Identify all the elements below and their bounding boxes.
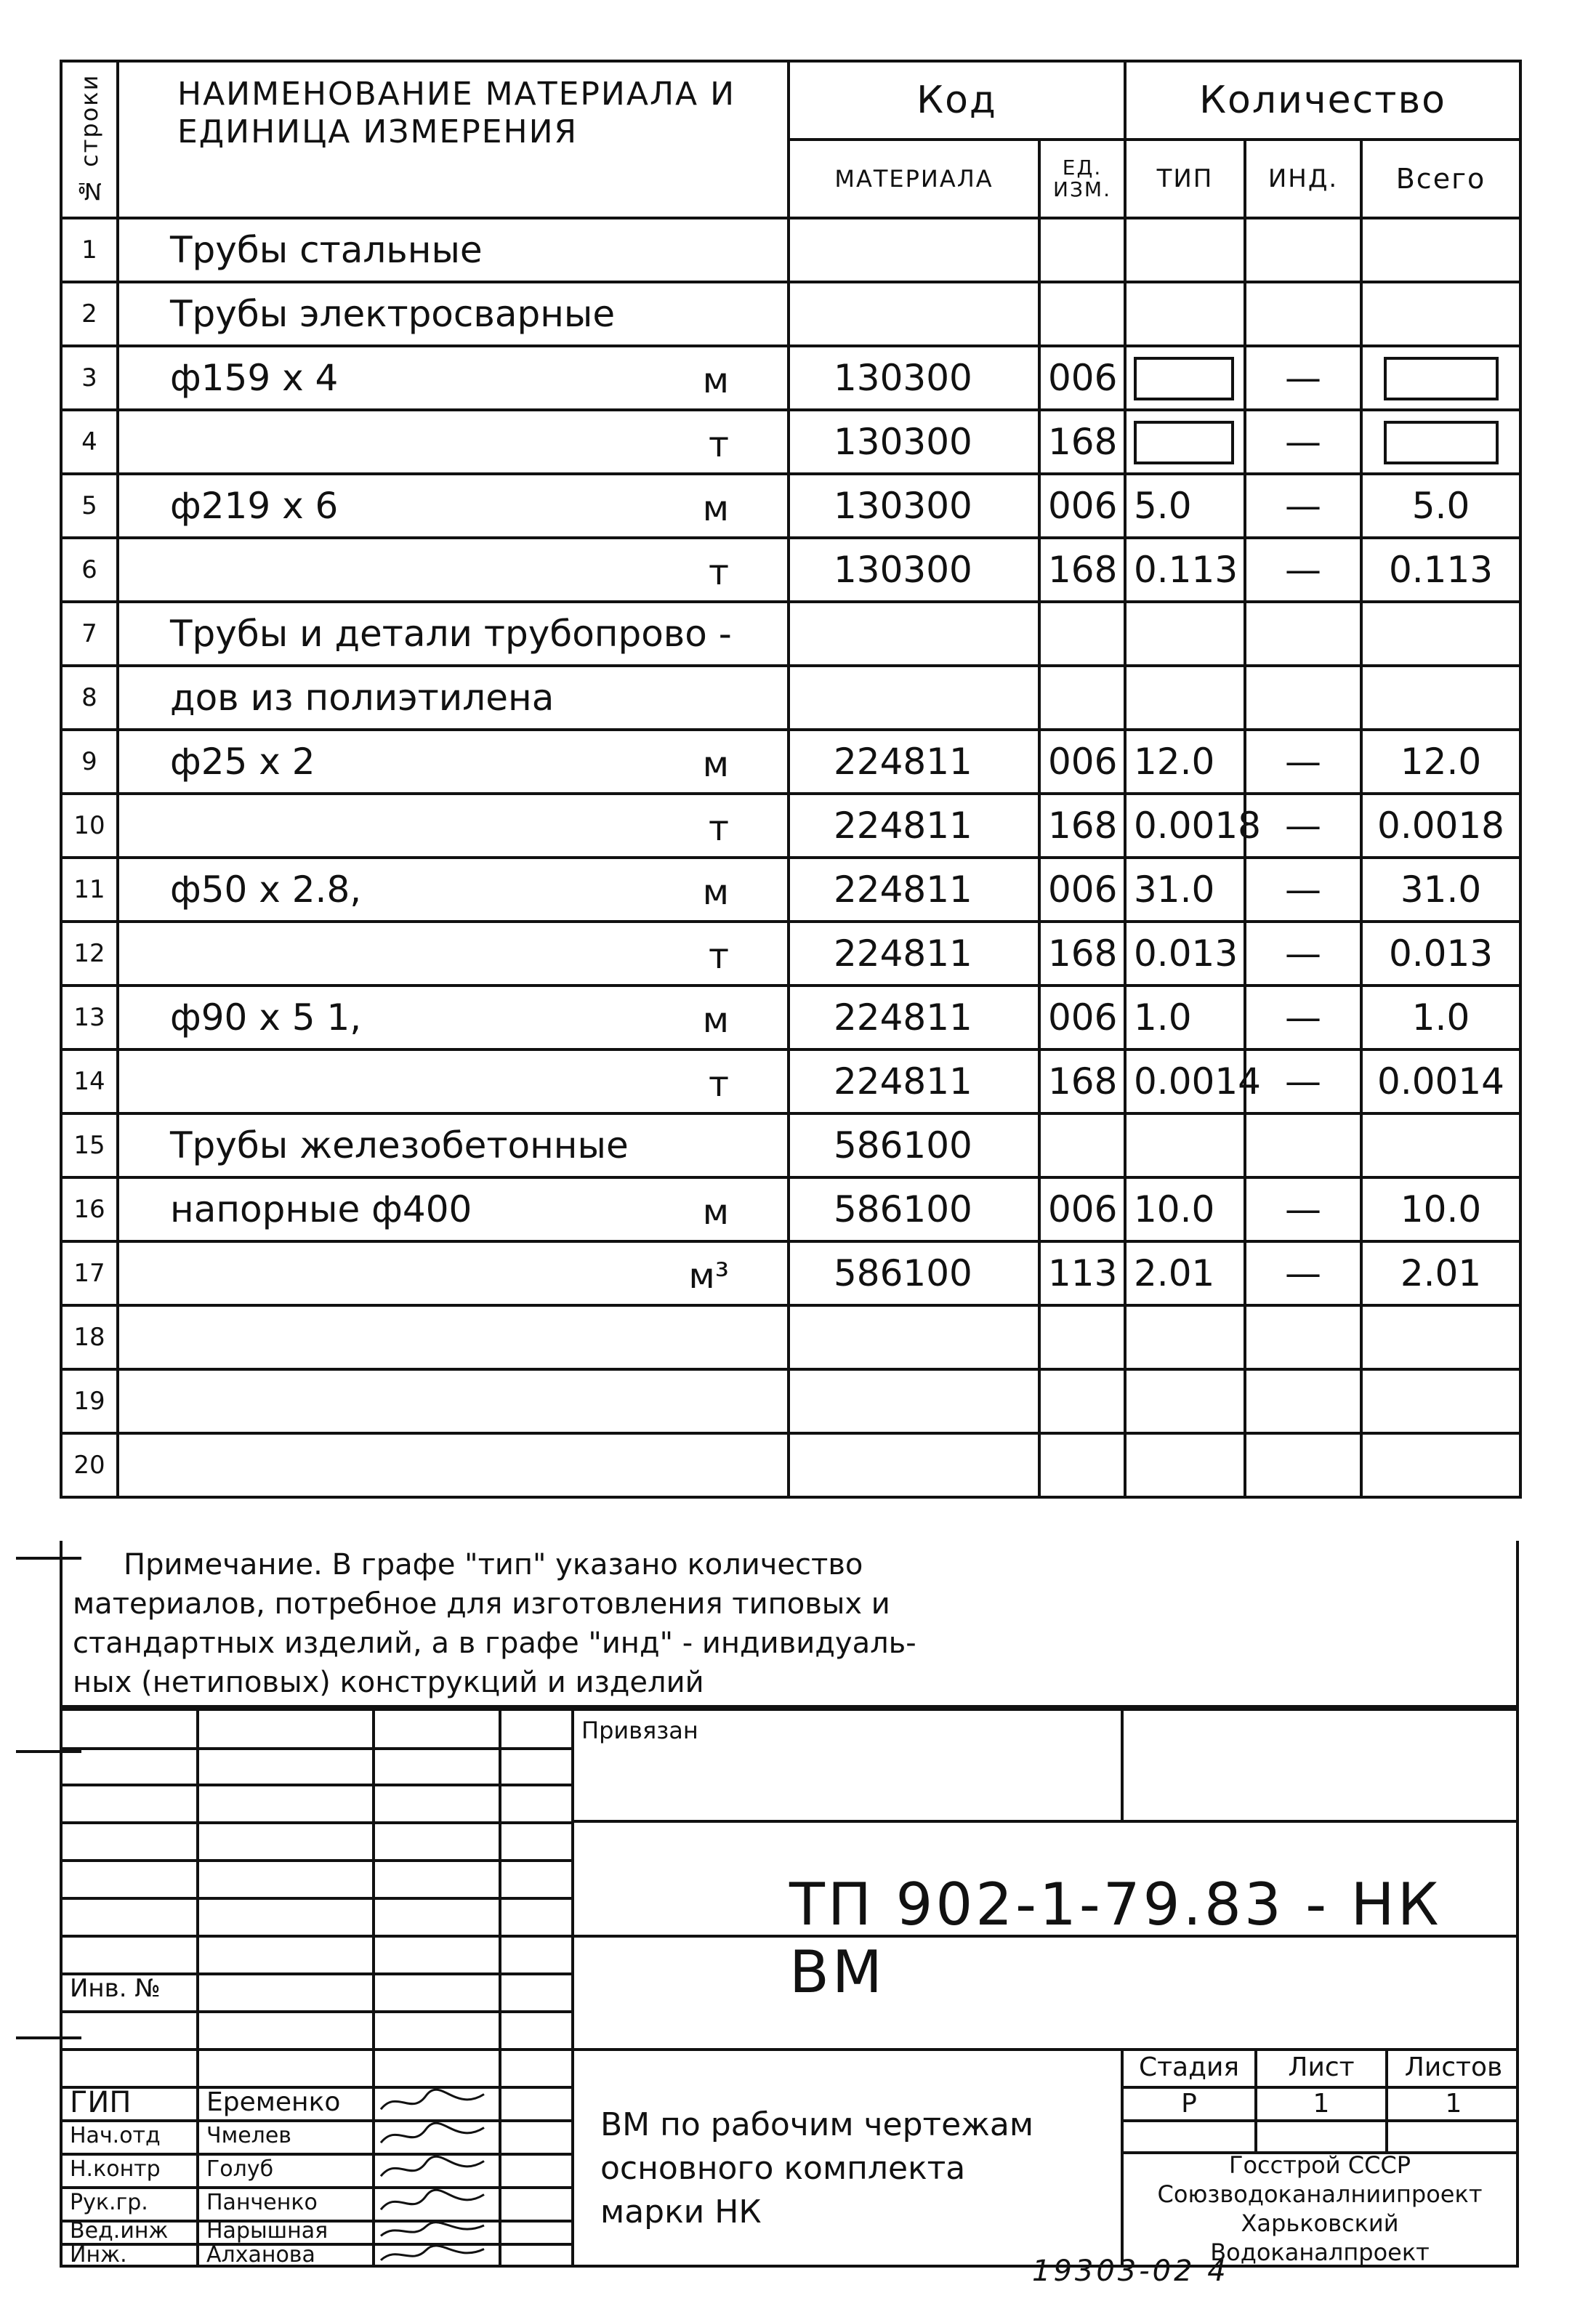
quantity-ind: — xyxy=(1245,1049,1361,1113)
table-row xyxy=(61,858,1520,922)
privyazan-label: Привязан xyxy=(581,1717,698,1744)
quantity-total xyxy=(1361,1433,1520,1497)
quantity-total: 10.0 xyxy=(1361,1177,1520,1241)
quantity-total xyxy=(1361,282,1520,346)
material-name xyxy=(118,474,789,538)
unit-name: т xyxy=(709,552,729,593)
unit-name: м³ xyxy=(688,1256,729,1297)
row-number: 2 xyxy=(61,282,118,346)
material-code: 130300 xyxy=(789,538,1039,602)
quantity-ind: — xyxy=(1245,730,1361,794)
quantity-total xyxy=(1361,1305,1520,1369)
material-name-text xyxy=(126,1380,170,1422)
quantity-type: 0.0018 xyxy=(1125,794,1245,858)
header-code: Код xyxy=(789,61,1125,140)
material-code xyxy=(789,1433,1039,1497)
material-name-text: Трубы железобетонные xyxy=(170,1124,629,1166)
material-code xyxy=(789,1369,1039,1433)
material-code: 130300 xyxy=(789,346,1039,410)
unit-name: м xyxy=(702,360,729,401)
row-number: 10 xyxy=(61,794,118,858)
material-name xyxy=(118,602,789,666)
material-code: 586100 xyxy=(789,1113,1039,1177)
quantity-type xyxy=(1125,1305,1245,1369)
material-name xyxy=(118,282,789,346)
quantity-ind xyxy=(1245,218,1361,282)
unit-name: м xyxy=(702,1192,729,1233)
quantity-ind: — xyxy=(1245,986,1361,1049)
unit-code: 168 xyxy=(1039,410,1125,474)
unit-code: 006 xyxy=(1039,986,1125,1049)
header-ind: ИНД. xyxy=(1245,140,1361,218)
unit-code: 168 xyxy=(1039,538,1125,602)
row-number: 8 xyxy=(61,666,118,730)
stage-value: Р xyxy=(1181,2089,1197,2119)
unit-code: 006 xyxy=(1039,474,1125,538)
header-name: НАИМЕНОВАНИЕ МАТЕРИАЛА И ЕДИНИЦА ИЗМЕРЕНИЯ xyxy=(118,61,789,218)
material-code xyxy=(789,602,1039,666)
unit-name: м xyxy=(702,488,729,529)
empty-value-box xyxy=(1134,421,1234,464)
staff-role: Вед.инж xyxy=(70,2218,169,2244)
material-name xyxy=(118,346,789,410)
document-name-line: основного комплекта xyxy=(600,2150,966,2187)
quantity-total: 12.0 xyxy=(1361,730,1520,794)
table-row xyxy=(61,730,1520,794)
quantity-ind: — xyxy=(1245,1241,1361,1305)
material-name xyxy=(118,730,789,794)
quantity-total xyxy=(1361,410,1520,474)
quantity-type: 0.013 xyxy=(1125,922,1245,986)
quantity-type: 12.0 xyxy=(1125,730,1245,794)
margin-tick xyxy=(16,1557,81,1560)
material-code: 224811 xyxy=(789,1049,1039,1113)
quantity-ind: — xyxy=(1245,794,1361,858)
row-number: 1 xyxy=(61,218,118,282)
unit-code: 006 xyxy=(1039,1177,1125,1241)
unit-name: т xyxy=(709,1064,729,1105)
staff-role: ГИП xyxy=(70,2086,132,2119)
unit-name: т xyxy=(709,936,729,977)
signature xyxy=(375,2220,499,2243)
table-row xyxy=(61,474,1520,538)
note-line: ных (нетиповых) конструкций и изделий xyxy=(73,1666,704,1699)
table-row xyxy=(61,1113,1520,1177)
quantity-total xyxy=(1361,346,1520,410)
quantity-ind: — xyxy=(1245,346,1361,410)
material-name-text: ф25 х 2 xyxy=(170,741,315,783)
row-number: 11 xyxy=(61,858,118,922)
table-row xyxy=(61,1177,1520,1241)
document-name-line: ВМ по рабочим чертежам xyxy=(600,2106,1034,2143)
signature xyxy=(375,2186,499,2220)
quantity-ind xyxy=(1245,602,1361,666)
staff-name: Алханова xyxy=(206,2242,315,2268)
quantity-type: 10.0 xyxy=(1125,1177,1245,1241)
sheet-value: 1 xyxy=(1313,2089,1330,2119)
material-name xyxy=(118,1433,789,1497)
material-name xyxy=(118,1049,789,1113)
row-number: 9 xyxy=(61,730,118,794)
row-number: 18 xyxy=(61,1305,118,1369)
material-code xyxy=(789,1305,1039,1369)
empty-value-box xyxy=(1134,357,1234,400)
row-number: 14 xyxy=(61,1049,118,1113)
document-name-line: марки НК xyxy=(600,2193,762,2231)
material-name xyxy=(118,1241,789,1305)
document-name xyxy=(600,2103,1033,2234)
staff-role: Н.контр xyxy=(70,2156,161,2182)
table-body xyxy=(61,218,1520,1497)
material-name-text xyxy=(126,932,170,975)
material-name xyxy=(118,986,789,1049)
material-name-text: ф159 х 4 xyxy=(170,357,339,399)
material-name xyxy=(118,922,789,986)
quantity-ind: — xyxy=(1245,1177,1361,1241)
unit-code xyxy=(1039,1433,1125,1497)
unit-code xyxy=(1039,218,1125,282)
margin-tick xyxy=(16,1750,81,1753)
material-code: 224811 xyxy=(789,986,1039,1049)
note-block xyxy=(60,1541,1519,1708)
header-total: Всего xyxy=(1361,140,1520,218)
quantity-type xyxy=(1125,666,1245,730)
material-name-text: дов из полиэтилена xyxy=(170,677,555,719)
material-name-text: ф219 х 6 xyxy=(170,485,339,527)
material-name-text: ф90 х 5 1, xyxy=(170,996,362,1039)
stage-label: Стадия xyxy=(1138,2052,1240,2082)
row-number: 6 xyxy=(61,538,118,602)
drawing-sheet xyxy=(60,60,1519,2268)
row-number: 13 xyxy=(61,986,118,1049)
quantity-type: 1.0 xyxy=(1125,986,1245,1049)
quantity-ind: — xyxy=(1245,922,1361,986)
unit-code xyxy=(1039,666,1125,730)
material-code: 224811 xyxy=(789,922,1039,986)
quantity-total xyxy=(1361,666,1520,730)
table-row xyxy=(61,346,1520,410)
material-code: 130300 xyxy=(789,410,1039,474)
unit-code xyxy=(1039,602,1125,666)
staff-name: Еременко xyxy=(206,2087,341,2117)
quantity-ind: — xyxy=(1245,410,1361,474)
organization-line: Харьковский xyxy=(1241,2209,1399,2237)
quantity-ind: — xyxy=(1245,858,1361,922)
unit-code xyxy=(1039,1369,1125,1433)
row-number: 4 xyxy=(61,410,118,474)
unit-code: 168 xyxy=(1039,922,1125,986)
unit-name: м xyxy=(702,872,729,913)
staff-role: Нач.отд xyxy=(70,2123,161,2148)
sheets-label: Листов xyxy=(1404,2052,1503,2082)
unit-code: 006 xyxy=(1039,858,1125,922)
organization-block xyxy=(1124,2151,1516,2267)
row-number: 12 xyxy=(61,922,118,986)
table-row xyxy=(61,922,1520,986)
title-block xyxy=(60,1708,1519,2268)
note-line: материалов, потребное для изготовления типовых и xyxy=(73,1587,890,1621)
unit-code xyxy=(1039,282,1125,346)
material-name-text xyxy=(126,1060,170,1103)
table-row xyxy=(61,282,1520,346)
material-name xyxy=(118,858,789,922)
material-name-text xyxy=(126,1444,170,1486)
quantity-total: 0.0018 xyxy=(1361,794,1520,858)
staff-role: Рук.гр. xyxy=(70,2190,148,2215)
quantity-type: 5.0 xyxy=(1125,474,1245,538)
material-code: 130300 xyxy=(789,474,1039,538)
row-number: 5 xyxy=(61,474,118,538)
material-name xyxy=(118,1113,789,1177)
staff-name: Нарышная xyxy=(206,2218,329,2244)
quantity-ind: — xyxy=(1245,538,1361,602)
material-name-text: Трубы и детали трубопрово - xyxy=(170,613,732,655)
signature xyxy=(375,2243,499,2268)
signature xyxy=(375,2153,499,2186)
inventory-number-label: Инв. № xyxy=(70,1974,161,2003)
material-name xyxy=(118,218,789,282)
unit-name: т xyxy=(709,424,729,465)
row-number: 16 xyxy=(61,1177,118,1241)
material-name xyxy=(118,1369,789,1433)
empty-value-box xyxy=(1384,357,1499,400)
unit-code xyxy=(1039,1305,1125,1369)
quantity-type xyxy=(1125,1433,1245,1497)
header-code-material: МАТЕРИАЛА xyxy=(789,140,1039,218)
row-number: 19 xyxy=(61,1369,118,1433)
header-quantity: Количество xyxy=(1125,61,1520,140)
table-row xyxy=(61,1369,1520,1433)
quantity-total xyxy=(1361,218,1520,282)
materials-table xyxy=(60,60,1522,1499)
row-number: 15 xyxy=(61,1113,118,1177)
margin-tick xyxy=(16,2036,81,2039)
note-line: стандартных изделий, а в графе "инд" - индивидуаль- xyxy=(73,1627,916,1660)
organization-line: Водоканалпроект xyxy=(1210,2238,1430,2266)
table-row xyxy=(61,666,1520,730)
unit-code xyxy=(1039,1113,1125,1177)
archive-number: 19303-02 4 xyxy=(1032,2254,1229,2288)
quantity-ind xyxy=(1245,282,1361,346)
staff-name: Голуб xyxy=(206,2156,274,2182)
organization-line: Союзводоканалниипроект xyxy=(1157,2180,1483,2208)
quantity-total xyxy=(1361,1113,1520,1177)
unit-code: 006 xyxy=(1039,730,1125,794)
quantity-total: 0.113 xyxy=(1361,538,1520,602)
header-code-unit: ЕД. ИЗМ. xyxy=(1039,140,1125,218)
material-code: 224811 xyxy=(789,858,1039,922)
quantity-total: 31.0 xyxy=(1361,858,1520,922)
quantity-type xyxy=(1125,410,1245,474)
row-number: 20 xyxy=(61,1433,118,1497)
material-name-text: напорные ф400 xyxy=(170,1188,472,1230)
table-row xyxy=(61,1305,1520,1369)
quantity-total: 1.0 xyxy=(1361,986,1520,1049)
quantity-ind xyxy=(1245,1433,1361,1497)
quantity-ind xyxy=(1245,666,1361,730)
unit-code: 113 xyxy=(1039,1241,1125,1305)
staff-role: Инж. xyxy=(70,2242,127,2268)
material-code xyxy=(789,218,1039,282)
material-code xyxy=(789,282,1039,346)
material-name xyxy=(118,1177,789,1241)
quantity-ind xyxy=(1245,1369,1361,1433)
material-name xyxy=(118,794,789,858)
table-row xyxy=(61,794,1520,858)
unit-code: 006 xyxy=(1039,346,1125,410)
material-name-text xyxy=(126,549,170,591)
material-name-text xyxy=(126,1252,170,1294)
unit-name: т xyxy=(709,808,729,849)
material-name xyxy=(118,538,789,602)
quantity-total xyxy=(1361,602,1520,666)
sheet-label: Лист xyxy=(1288,2052,1355,2082)
quantity-total: 2.01 xyxy=(1361,1241,1520,1305)
material-name-text: ф50 х 2.8, xyxy=(170,869,362,911)
quantity-type: 2.01 xyxy=(1125,1241,1245,1305)
material-name-text: Трубы электросварные xyxy=(170,293,616,335)
quantity-ind: — xyxy=(1245,474,1361,538)
unit-code: 168 xyxy=(1039,794,1125,858)
material-name-text xyxy=(126,805,170,847)
quantity-total: 5.0 xyxy=(1361,474,1520,538)
table-row xyxy=(61,410,1520,474)
quantity-type xyxy=(1125,282,1245,346)
quantity-total: 0.013 xyxy=(1361,922,1520,986)
unit-code: 168 xyxy=(1039,1049,1125,1113)
material-code: 586100 xyxy=(789,1177,1039,1241)
quantity-ind xyxy=(1245,1113,1361,1177)
sheets-value: 1 xyxy=(1445,2089,1462,2119)
table-row xyxy=(61,538,1520,602)
table-row xyxy=(61,1049,1520,1113)
unit-name: м xyxy=(702,1000,729,1041)
row-number: 3 xyxy=(61,346,118,410)
quantity-type xyxy=(1125,346,1245,410)
material-name xyxy=(118,410,789,474)
staff-name: Чмелев xyxy=(206,2123,291,2148)
signature xyxy=(375,2086,499,2119)
quantity-type xyxy=(1125,218,1245,282)
row-number: 7 xyxy=(61,602,118,666)
signature xyxy=(375,2119,499,2153)
quantity-type xyxy=(1125,602,1245,666)
quantity-type xyxy=(1125,1113,1245,1177)
quantity-type: 0.0014 xyxy=(1125,1049,1245,1113)
material-name xyxy=(118,1305,789,1369)
table-row xyxy=(61,602,1520,666)
empty-value-box xyxy=(1384,421,1499,464)
quantity-type: 31.0 xyxy=(1125,858,1245,922)
quantity-type xyxy=(1125,1369,1245,1433)
table-row xyxy=(61,218,1520,282)
quantity-total xyxy=(1361,1369,1520,1433)
staff-name: Панченко xyxy=(206,2190,318,2215)
note-line: Примечание. В графе "тип" указано количество xyxy=(124,1548,863,1581)
quantity-total: 0.0014 xyxy=(1361,1049,1520,1113)
table-row xyxy=(61,986,1520,1049)
material-name-text: Трубы стальные xyxy=(170,229,483,271)
material-name-text xyxy=(126,1316,170,1358)
row-number: 17 xyxy=(61,1241,118,1305)
material-code: 224811 xyxy=(789,730,1039,794)
material-code: 586100 xyxy=(789,1241,1039,1305)
material-code xyxy=(789,666,1039,730)
organization-line: Госстрой СССР xyxy=(1228,2151,1411,2179)
quantity-type: 0.113 xyxy=(1125,538,1245,602)
header-row-number: № строки xyxy=(61,61,118,218)
document-number: ТП 902-1-79.83 - НК ВМ xyxy=(789,1871,1442,2006)
header-type: ТИП xyxy=(1125,140,1245,218)
material-name-text xyxy=(126,421,170,463)
quantity-ind xyxy=(1245,1305,1361,1369)
table-row xyxy=(61,1241,1520,1305)
table-row xyxy=(61,1433,1520,1497)
material-code: 224811 xyxy=(789,794,1039,858)
unit-name: м xyxy=(702,744,729,785)
material-name xyxy=(118,666,789,730)
